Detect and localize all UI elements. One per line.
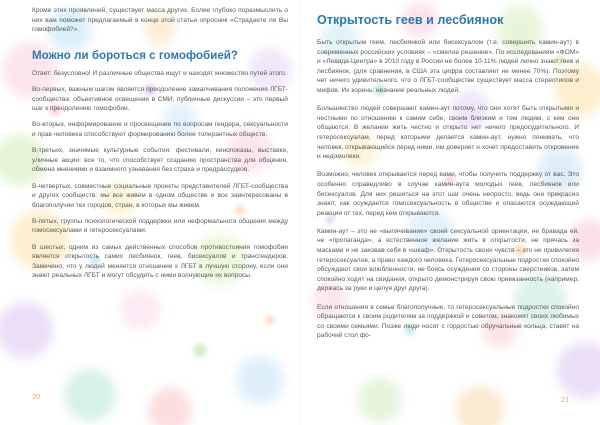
right-paragraph-3: Возможно, человек открывается перед вами, чтобы получить поддержку от вас. Это особенно справедливо в случае камин-аута молодых геев, лесбиянок или бисексуалов. Для них решиться на этот шаг очень непросто, ведь они прекрасно знают, как осуждается гомосексуальность в обществе и опасаются осуждающей реакции от тех, перед кем открываются. <box>317 171 579 217</box>
right-page-number: 21 <box>561 395 570 404</box>
left-paragraph-2: Во-первых, важным шагом является преодоление замалчивания положения ЛГБТ-сообщества: объективное освещение в СМИ, публичные дискуссии – это первый шаг к преодолению гомофобии. <box>32 85 288 113</box>
right-paragraph-2: Большинство людей совершают камин-аут потому, что они хотят быть открытыми и честными по отношению к самим себе, своим близким и тем людям, с кем они общаются. В желании жить честно и открыто нет ничего предосудительного. И гетеросексуалам, перед которыми делается камин-аут, нужно понимать, что человек, открывающийся перед ними, им доверяет и хочет предоставить откровение и недомолвки. <box>317 105 579 161</box>
left-section-heading: Можно ли бороться с гомофобией? <box>32 48 238 62</box>
left-paragraph-7: В шестых, одним из самых действенных способов противостояния гомофобии является открытость самих лесбиянок, геев, бисексуалов и трансгендеров. Замечено, что у людей меняется отношение к ЛГБТ в лучшую сторону, если они знают реальных ЛГБТ и могут обсудить с ними волнующие их вопросы. <box>32 243 288 280</box>
left-page-number: 20 <box>32 392 41 401</box>
left-text-column <box>32 6 288 288</box>
right-section-heading: Открытость геев и лесбиянок <box>317 13 504 27</box>
left-intro-paragraph: Кроме этих проявлений, существует масса других. Более глубоко поразмыслить о них вам поможет предлагаемый в конце этой статьи опросник «Страдаете ли Вы гомофобией?». <box>32 7 288 34</box>
left-paragraph-3: Во-вторых, информирование и просвещение по вопросам гендера, сексуальности и прав человека способствуют формированию более толерантных обществ. <box>32 121 288 138</box>
right-paragraph-5: Если отношения в семье благополучные, то гетеросексуальные подростки спокойно обращаются к своим родителям за поддержкой и советом, знакомят своих любимых со своими семьями. Позже люди носят с гордостью обручальные кольца, ставят на рабочий стол фо- <box>317 303 579 340</box>
right-text-column <box>317 8 579 350</box>
right-paragraph-1: Быть открытым геем, лесбиянкой или бисексуалом (т.е. совершить камин-аут) в современных российских условиях – «смелое решение». По исследованиям «ФОМ» и «Левада-Центра» в 2010 году в России не более 10-11% людей лично знают геев и лесбиянок, (для сравнения, в США эта цифра составляет не менее 70%). Поэтому нет ничего удивительного, что о ЛГБТ-сообществе существует масса стереотипов и мифов. Их корень: незнание реальных людей. <box>317 39 579 94</box>
left-paragraph-4: В-третьих, значимые культурные события: фестивали, кинопоказы, выставки, уличные акции: все то, что способствует созданию пространства для общения, обмена мнениями и взаимного узнавания без страха и предрассудков. <box>32 147 288 174</box>
left-paragraph-1: Ответ: безусловно! И различные общества ищут и находят множество путей этого. <box>32 69 287 77</box>
left-paragraph-5: В-четвертых, совместные социальные проекты представителей ЛГБТ-сообщества и других сообществ: мы все живем в одном обществе и все заинтересованы в благополучии тех городов, стран, в которых мы живем. <box>32 182 288 209</box>
right-paragraph-4: Камин-аут – это не «выпячивание» своей сексуальной ориентации, не бравада ей, не «пропаганда», а естественное желание жить в открытости, не прячась за масками и не заковав себя в «шкаф». Открытость своих чувств – это не привилегия гетеросексуалов, а право каждого человека. Гетеросексуальные подростки спокойно обсуждают свои влюбленности, не боясь осуждения со стороны сверстников, затем спокойно ходят на свидания, открыто демонстрируя свою привязанность (например, держась за руки и целуя друг друга). <box>317 227 579 293</box>
left-paragraph-6: В-пятых, группы психологической поддержки или неформального общения между гомосексуалами и гетеросексуалами. <box>32 217 288 235</box>
right-page <box>300 0 600 425</box>
